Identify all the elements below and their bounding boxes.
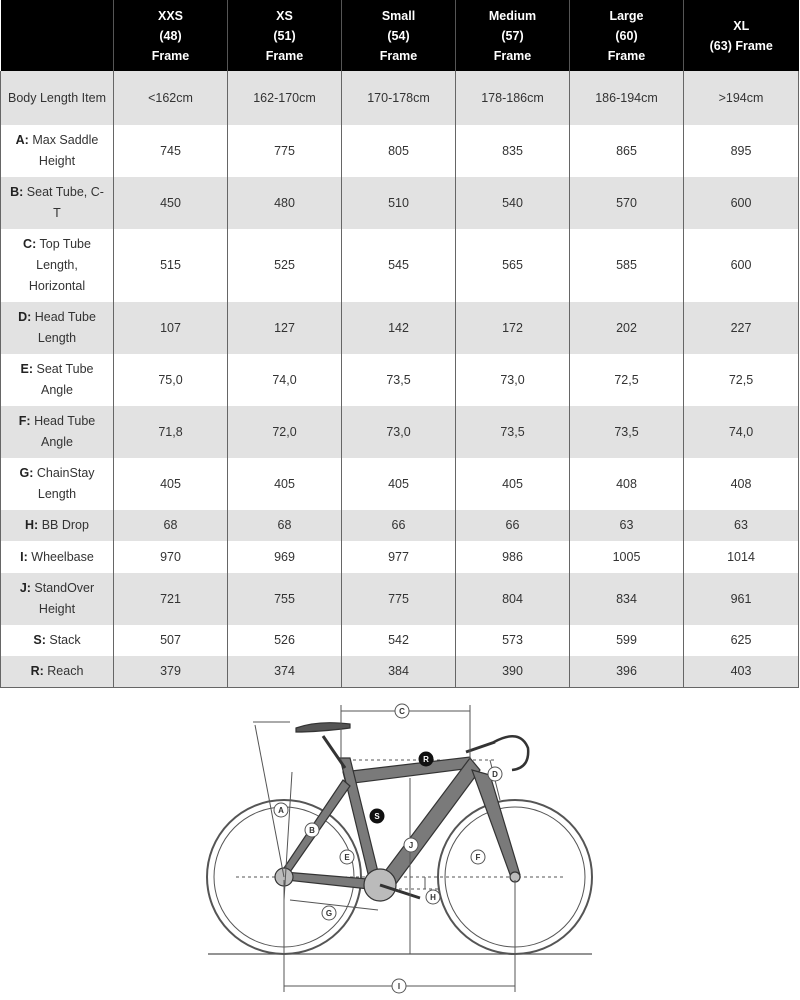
svg-text:R: R	[423, 755, 429, 764]
size-header-xs: XS (51) Frame	[228, 0, 342, 71]
table-cell: 599	[570, 625, 684, 656]
row-label-text: BB Drop	[41, 518, 89, 532]
table-cell: 745	[114, 125, 228, 177]
table-cell: 1014	[684, 541, 799, 573]
row-label	[1, 541, 114, 573]
row-label-text: Body Length Item	[8, 90, 106, 105]
table-cell: 625	[684, 625, 799, 656]
marker-e-icon	[340, 850, 354, 864]
table-cell: 379	[114, 656, 228, 687]
table-cell: 66	[456, 510, 570, 541]
svg-text:C: C	[399, 707, 405, 716]
row-letter: G:	[19, 466, 34, 480]
svg-text:E: E	[344, 853, 350, 862]
row-label-text: Stack	[49, 633, 81, 647]
table-cell: 970	[114, 541, 228, 573]
table-row	[1, 354, 799, 406]
row-letter: D:	[18, 310, 32, 324]
table-row	[1, 510, 799, 541]
table-cell: 405	[228, 458, 342, 510]
table-cell: 969	[228, 541, 342, 573]
table-cell: 405	[342, 458, 456, 510]
table-cell: 540	[456, 177, 570, 229]
marker-c-icon	[395, 704, 409, 718]
svg-text:F: F	[475, 853, 481, 862]
table-cell: 865	[570, 125, 684, 177]
table-cell: 834	[570, 573, 684, 625]
table-cell: 170-178cm	[342, 71, 456, 125]
table-cell: 396	[570, 656, 684, 687]
svg-text:J: J	[408, 841, 414, 850]
table-row	[1, 625, 799, 656]
svg-text:D: D	[492, 770, 498, 779]
table-cell: 68	[228, 510, 342, 541]
table-cell: 570	[570, 177, 684, 229]
svg-text:A: A	[278, 806, 284, 815]
table-cell: 450	[114, 177, 228, 229]
table-cell: 510	[342, 177, 456, 229]
row-label	[1, 125, 114, 177]
table-row	[1, 573, 799, 625]
size-header-large: Large (60) Frame	[570, 0, 684, 71]
table-cell: 408	[684, 458, 799, 510]
row-letter: C:	[23, 237, 37, 251]
row-label	[1, 510, 114, 541]
row-letter: S:	[33, 633, 46, 647]
table-cell: 805	[342, 125, 456, 177]
row-label	[1, 458, 114, 510]
handlebar	[494, 736, 528, 770]
table-cell: 73,5	[456, 406, 570, 458]
size-header-xl: XL (63) Frame	[684, 0, 799, 71]
table-cell: 585	[570, 229, 684, 302]
table-cell: 227	[684, 302, 799, 354]
size-header-medium: Medium (57) Frame	[456, 0, 570, 71]
row-label-text: Head Tube Angle	[34, 414, 96, 449]
table-cell: 526	[228, 625, 342, 656]
table-cell: >194cm	[684, 71, 799, 125]
row-label	[1, 573, 114, 625]
size-header-xxs: XXS (48) Frame	[114, 0, 228, 71]
table-cell: 63	[684, 510, 799, 541]
size-header-small: Small (54) Frame	[342, 0, 456, 71]
row-letter: H:	[25, 518, 39, 532]
svg-text:B: B	[309, 826, 315, 835]
row-label-text: Top Tube Length, Horizontal	[28, 237, 91, 293]
table-cell: 127	[228, 302, 342, 354]
marker-g-icon	[322, 906, 336, 920]
row-label-text: Wheelbase	[31, 549, 94, 564]
saddle	[296, 723, 350, 732]
row-label-text: Head Tube Length	[34, 310, 96, 345]
row-label-text: Seat Tube, C-T	[26, 185, 104, 220]
top-tube	[343, 757, 472, 784]
table-cell: 600	[684, 229, 799, 302]
row-letter: A:	[15, 133, 29, 147]
table-cell: 162-170cm	[228, 71, 342, 125]
table-cell: 573	[456, 625, 570, 656]
table-cell: 374	[228, 656, 342, 687]
table-cell: 73,0	[456, 354, 570, 406]
row-label-text: Reach	[47, 663, 84, 678]
table-row	[1, 177, 799, 229]
table-row	[1, 541, 799, 573]
table-cell: 73,0	[342, 406, 456, 458]
row-label	[1, 177, 114, 229]
row-label-text: ChainStay Length	[36, 466, 95, 501]
table-row	[1, 125, 799, 177]
table-row	[1, 458, 799, 510]
table-cell: 390	[456, 656, 570, 687]
table-cell: 835	[456, 125, 570, 177]
marker-i-icon	[392, 979, 406, 993]
table-cell: <162cm	[114, 71, 228, 125]
row-letter: F:	[18, 414, 31, 428]
row-label	[1, 71, 114, 125]
row-label-text: StandOver Height	[34, 581, 95, 616]
table-cell: 755	[228, 573, 342, 625]
table-cell: 600	[684, 177, 799, 229]
seatpost	[323, 736, 345, 768]
table-cell: 178-186cm	[456, 71, 570, 125]
table-cell: 107	[114, 302, 228, 354]
table-cell: 507	[114, 625, 228, 656]
row-label	[1, 354, 114, 406]
marker-r-icon	[419, 752, 433, 766]
table-cell: 172	[456, 302, 570, 354]
marker-f-icon	[471, 850, 485, 864]
table-row	[1, 302, 799, 354]
svg-text:S: S	[374, 812, 380, 821]
row-label	[1, 656, 114, 687]
table-cell: 775	[228, 125, 342, 177]
table-row	[1, 656, 799, 687]
row-label	[1, 302, 114, 354]
row-label	[1, 229, 114, 302]
table-cell: 1005	[570, 541, 684, 573]
table-cell: 73,5	[570, 406, 684, 458]
table-cell: 408	[570, 458, 684, 510]
table-cell: 545	[342, 229, 456, 302]
marker-a-icon	[274, 803, 288, 817]
table-cell: 72,5	[684, 354, 799, 406]
marker-d-icon	[488, 767, 502, 781]
svg-text:G: G	[325, 909, 333, 918]
row-label	[1, 625, 114, 656]
table-row	[1, 71, 799, 125]
table-row	[1, 406, 799, 458]
table-cell: 721	[114, 573, 228, 625]
table-cell: 405	[456, 458, 570, 510]
row-label-text: Seat Tube Angle	[36, 362, 94, 397]
table-cell: 986	[456, 541, 570, 573]
table-cell: 73,5	[342, 354, 456, 406]
table-cell: 71,8	[114, 406, 228, 458]
table-cell: 75,0	[114, 354, 228, 406]
marker-b-icon	[305, 823, 319, 837]
table-cell: 515	[114, 229, 228, 302]
table-cell: 72,5	[570, 354, 684, 406]
table-cell: 895	[684, 125, 799, 177]
table-cell: 977	[342, 541, 456, 573]
header-row	[1, 0, 799, 71]
row-label-text: Max Saddle Height	[32, 133, 99, 168]
row-letter: E:	[20, 362, 33, 376]
row-label	[1, 406, 114, 458]
row-letter: B:	[10, 185, 24, 199]
marker-h-icon	[426, 890, 440, 904]
table-cell: 961	[684, 573, 799, 625]
table-cell: 68	[114, 510, 228, 541]
row-letter: J:	[19, 581, 31, 595]
table-row	[1, 229, 799, 302]
table-cell: 405	[114, 458, 228, 510]
table-body	[1, 71, 799, 687]
table-cell: 74,0	[684, 406, 799, 458]
table-cell: 565	[456, 229, 570, 302]
table-cell: 66	[342, 510, 456, 541]
table-cell: 403	[684, 656, 799, 687]
svg-text:H: H	[430, 893, 436, 902]
row-letter: R:	[30, 663, 44, 678]
table-cell: 72,0	[228, 406, 342, 458]
row-letter: I:	[20, 549, 28, 564]
table-cell: 384	[342, 656, 456, 687]
table-cell: 202	[570, 302, 684, 354]
table-cell: 142	[342, 302, 456, 354]
table-cell: 775	[342, 573, 456, 625]
table-cell: 804	[456, 573, 570, 625]
marker-s-icon	[370, 809, 384, 823]
table-cell: 186-194cm	[570, 71, 684, 125]
bike-geometry-diagram	[200, 700, 600, 1000]
table-cell: 525	[228, 229, 342, 302]
table-cell: 74,0	[228, 354, 342, 406]
marker-j-icon	[404, 838, 418, 852]
table-cell: 542	[342, 625, 456, 656]
svg-text:I: I	[397, 982, 401, 991]
table-cell: 63	[570, 510, 684, 541]
header-corner	[1, 0, 114, 71]
table-cell: 480	[228, 177, 342, 229]
